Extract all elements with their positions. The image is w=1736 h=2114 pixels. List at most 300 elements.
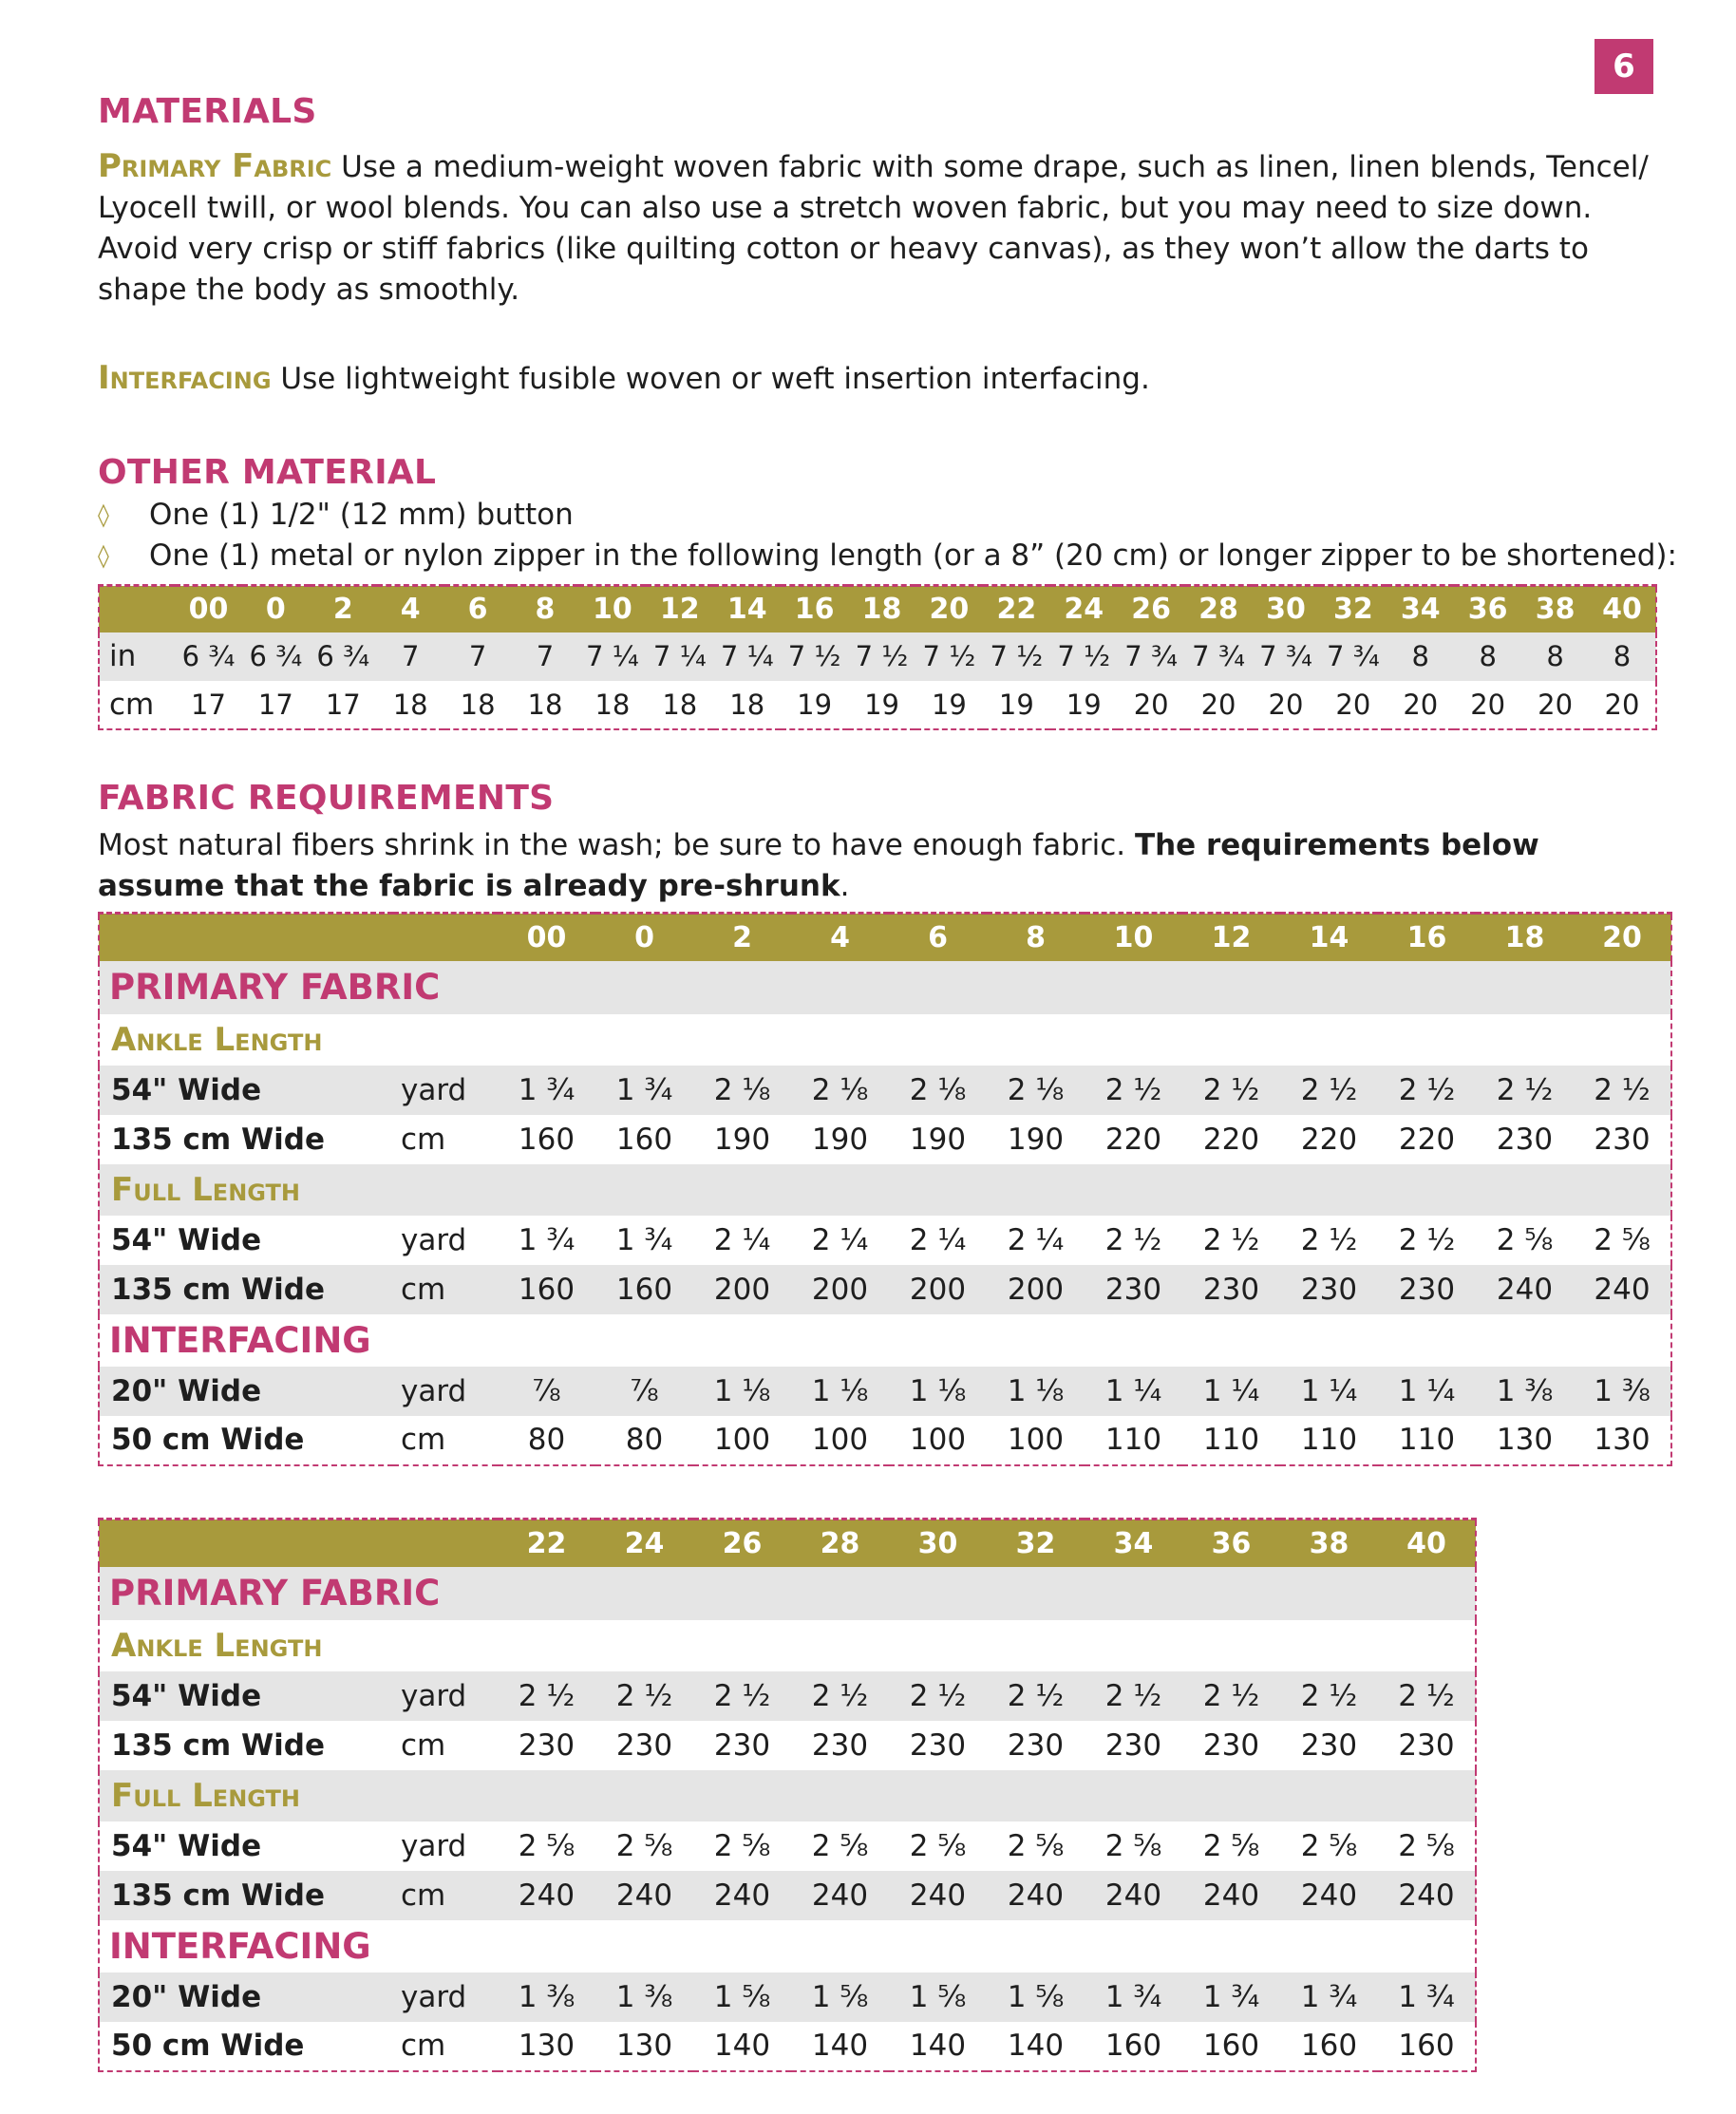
full-length-label: Full Length bbox=[111, 1776, 301, 1815]
size-header: 26 bbox=[1131, 593, 1172, 627]
zipper-inch-cell: 7 ½ bbox=[787, 640, 841, 672]
value-cell: 1 ¾ bbox=[1300, 1979, 1358, 2014]
value-cell: 2 ½ bbox=[1202, 1678, 1260, 1713]
value-cell: 1 ⅜ bbox=[518, 1979, 576, 2014]
value-cell: 1 ¾ bbox=[1104, 1979, 1162, 2014]
value-cell: 1 ⅝ bbox=[811, 1979, 869, 2014]
zipper-cm-cell: 19 bbox=[864, 688, 899, 721]
value-cell: 2 ⅛ bbox=[909, 1072, 967, 1107]
zipper-cm-cell: 20 bbox=[1604, 688, 1640, 721]
zipper-inch-cell: 7 ¼ bbox=[652, 640, 707, 672]
value-cell: 2 ½ bbox=[1104, 1072, 1162, 1107]
size-header: 14 bbox=[1309, 920, 1349, 954]
value-cell: 100 bbox=[811, 1423, 869, 1457]
value-cell: 230 bbox=[1202, 1727, 1260, 1763]
value-cell: 1 ¼ bbox=[1398, 1373, 1456, 1408]
full-cm-row bbox=[99, 1871, 1476, 1920]
ankle-yard-row bbox=[99, 1671, 1476, 1721]
other-material-heading: OTHER MATERIAL bbox=[98, 453, 437, 492]
ankle-yard-row bbox=[99, 1066, 1671, 1115]
value-cell: 230 bbox=[1594, 1122, 1651, 1157]
unit-label: yard bbox=[401, 1678, 467, 1713]
row-label: 20" Wide bbox=[111, 1979, 262, 2014]
size-header-row bbox=[99, 914, 1671, 961]
ankle-length-label-row bbox=[99, 1620, 1476, 1671]
row-label: 54" Wide bbox=[111, 1678, 262, 1713]
primary-fabric-label-row bbox=[99, 1567, 1476, 1620]
value-cell: 190 bbox=[713, 1122, 771, 1157]
unit-label: cm bbox=[401, 1272, 446, 1307]
zipper-inch-cell: 7 ½ bbox=[1057, 640, 1111, 672]
ankle-cm-row bbox=[99, 1115, 1671, 1164]
size-header: 8 bbox=[535, 593, 556, 627]
row-label: 20" Wide bbox=[111, 1373, 262, 1408]
row-label: 54" Wide bbox=[111, 1828, 262, 1863]
zipper-cm-cell: 18 bbox=[392, 688, 428, 721]
value-cell: 200 bbox=[713, 1272, 771, 1307]
size-header: 4 bbox=[400, 593, 421, 627]
value-cell: 2 ⅝ bbox=[1007, 1828, 1065, 1863]
zipper-inch-cell: 7 ¼ bbox=[586, 640, 639, 672]
full-cm-row bbox=[99, 1265, 1671, 1314]
zipper-cm-cell: 18 bbox=[662, 688, 698, 721]
value-cell: 190 bbox=[1007, 1122, 1065, 1157]
value-cell: 2 ⅝ bbox=[1202, 1828, 1260, 1863]
row-label: 135 cm Wide bbox=[111, 1878, 326, 1913]
size-header: 16 bbox=[794, 593, 835, 627]
size-header: 12 bbox=[1211, 920, 1252, 954]
value-cell: 160 bbox=[1202, 2029, 1260, 2063]
value-cell: 2 ⅝ bbox=[1398, 1828, 1455, 1863]
interfacing-cm-row bbox=[99, 1416, 1671, 1465]
full-length-label: Full Length bbox=[111, 1170, 301, 1209]
primary-fabric-label: PRIMARY FABRIC bbox=[109, 967, 441, 1008]
unit-label: yard bbox=[401, 1222, 467, 1257]
size-header: 22 bbox=[526, 1526, 567, 1560]
zipper-inch-cell: 6 ¾ bbox=[249, 640, 303, 672]
zipper-cm-cell: 19 bbox=[1066, 688, 1102, 721]
value-cell: 1 ⅜ bbox=[1496, 1373, 1554, 1408]
zipper-inch-cell: 7 ¾ bbox=[1326, 640, 1380, 672]
value-cell: 240 bbox=[1202, 1878, 1260, 1913]
value-cell: 2 ½ bbox=[1398, 1222, 1456, 1257]
zipper-cm-cell: 20 bbox=[1200, 688, 1236, 721]
value-cell: 1 ¾ bbox=[615, 1072, 673, 1107]
value-cell: 220 bbox=[1104, 1122, 1162, 1157]
value-cell: 130 bbox=[615, 2029, 673, 2063]
value-cell: 1 ⅛ bbox=[811, 1373, 869, 1408]
value-cell: 200 bbox=[811, 1272, 869, 1307]
value-cell: 240 bbox=[713, 1878, 771, 1913]
value-cell: 200 bbox=[909, 1272, 967, 1307]
value-cell: 2 ½ bbox=[1594, 1072, 1651, 1107]
size-header: 20 bbox=[1602, 920, 1642, 954]
value-cell: 2 ½ bbox=[518, 1678, 576, 1713]
size-header: 40 bbox=[1406, 1526, 1446, 1560]
row-label: 135 cm Wide bbox=[111, 1272, 326, 1307]
ankle-cm-row bbox=[99, 1721, 1476, 1770]
row-label: 54" Wide bbox=[111, 1072, 262, 1107]
size-header: 8 bbox=[1026, 920, 1046, 954]
size-header: 2 bbox=[732, 920, 752, 954]
value-cell: 2 ⅝ bbox=[1496, 1222, 1554, 1257]
size-header: 22 bbox=[996, 593, 1037, 627]
value-cell: 140 bbox=[909, 2029, 967, 2063]
ankle-length-label: Ankle Length bbox=[111, 1020, 323, 1059]
value-cell: 160 bbox=[518, 1272, 576, 1307]
value-cell: 1 ⅝ bbox=[713, 1979, 771, 2014]
size-header: 30 bbox=[1266, 593, 1306, 627]
zipper-cm-cell: 20 bbox=[1403, 688, 1439, 721]
value-cell: 190 bbox=[909, 1122, 967, 1157]
unit-label: yard bbox=[401, 1373, 467, 1408]
size-header: 36 bbox=[1467, 593, 1508, 627]
value-cell: 100 bbox=[1007, 1423, 1065, 1457]
value-cell: 200 bbox=[1007, 1272, 1065, 1307]
zipper-size-header bbox=[99, 586, 1656, 632]
value-cell: 2 ¼ bbox=[1007, 1222, 1065, 1257]
size-header: 38 bbox=[1309, 1526, 1349, 1560]
fabric-table-sizes-00-20 bbox=[98, 912, 1672, 1466]
value-cell: 2 ½ bbox=[1496, 1072, 1554, 1107]
zipper-inch-cell: 6 ¾ bbox=[316, 640, 370, 672]
value-cell: 1 ⅜ bbox=[1594, 1373, 1651, 1408]
value-cell: 1 ⅜ bbox=[615, 1979, 673, 2014]
diamond-bullet-icon: ◊ bbox=[98, 542, 109, 569]
fabric-intro-text: Most natural fibers shrink in the wash; be sure to have enough fabric. bbox=[98, 828, 1135, 862]
size-header: 6 bbox=[928, 920, 948, 954]
value-cell: 100 bbox=[713, 1423, 771, 1457]
value-cell: 2 ½ bbox=[1104, 1222, 1162, 1257]
zipper-cm-cell: 19 bbox=[931, 688, 967, 721]
zipper-inch-cell: 7 ¼ bbox=[720, 640, 774, 672]
value-cell: 240 bbox=[1007, 1878, 1065, 1913]
value-cell: ⅞ bbox=[532, 1373, 561, 1408]
fabric-intro-end: . bbox=[840, 869, 850, 903]
value-cell: 230 bbox=[811, 1727, 869, 1763]
diamond-bullet-icon: ◊ bbox=[98, 501, 109, 528]
value-cell: 2 ⅛ bbox=[713, 1072, 771, 1107]
unit-label: cm bbox=[401, 1878, 446, 1913]
value-cell: 130 bbox=[518, 2029, 576, 2063]
value-cell: 230 bbox=[1398, 1272, 1456, 1307]
size-header: 4 bbox=[830, 920, 850, 954]
value-cell: 230 bbox=[713, 1727, 771, 1763]
value-cell: 160 bbox=[1398, 2029, 1455, 2063]
value-cell: 1 ¾ bbox=[1202, 1979, 1260, 2014]
size-header: 10 bbox=[593, 593, 632, 627]
size-header: 0 bbox=[265, 593, 286, 627]
zipper-inch-cell: 8 bbox=[1411, 640, 1429, 672]
value-cell: 230 bbox=[909, 1727, 967, 1763]
size-header: 18 bbox=[861, 593, 902, 627]
size-header: 28 bbox=[1198, 593, 1238, 627]
value-cell: 2 ½ bbox=[1300, 1222, 1358, 1257]
zipper-cm-cell: 17 bbox=[257, 688, 293, 721]
zipper-cm-cell: 20 bbox=[1335, 688, 1371, 721]
value-cell: 240 bbox=[1104, 1878, 1162, 1913]
value-cell: 230 bbox=[1007, 1727, 1065, 1763]
header-corner bbox=[99, 586, 175, 632]
ankle-length-label-row bbox=[99, 1014, 1671, 1066]
size-header: 10 bbox=[1113, 920, 1154, 954]
value-cell: 2 ⅝ bbox=[615, 1828, 673, 1863]
value-cell: 100 bbox=[909, 1423, 967, 1457]
value-cell: 220 bbox=[1398, 1122, 1456, 1157]
zipper-inch-cell: 7 ½ bbox=[990, 640, 1044, 672]
value-cell: 1 ¼ bbox=[1300, 1373, 1358, 1408]
unit-label: yard bbox=[401, 1072, 467, 1107]
unit-label: cm bbox=[401, 1122, 446, 1157]
value-cell: 230 bbox=[1496, 1122, 1554, 1157]
value-cell: 240 bbox=[811, 1878, 869, 1913]
size-header: 36 bbox=[1211, 1526, 1252, 1560]
list-item bbox=[98, 536, 1677, 576]
value-cell: 2 ¼ bbox=[909, 1222, 967, 1257]
value-cell: 2 ¼ bbox=[713, 1222, 771, 1257]
other-material-list bbox=[98, 495, 1677, 576]
value-cell: 1 ¾ bbox=[1398, 1979, 1455, 2014]
value-cell: 160 bbox=[615, 1272, 673, 1307]
zipper-inch-cell: 8 bbox=[1479, 640, 1497, 672]
value-cell: 1 ¼ bbox=[1202, 1373, 1260, 1408]
interfacing-yard-row bbox=[99, 1972, 1476, 2022]
zipper-cm-cell: 18 bbox=[460, 688, 496, 721]
zipper-cm-row bbox=[99, 681, 1656, 729]
interfacing-label: INTERFACING bbox=[109, 1925, 371, 1967]
primary-fabric-label-row bbox=[99, 961, 1671, 1014]
unit-label: cm bbox=[401, 2029, 446, 2063]
zipper-cm-cell: 18 bbox=[527, 688, 563, 721]
ankle-length-label: Ankle Length bbox=[111, 1626, 323, 1665]
value-cell: 230 bbox=[1398, 1727, 1455, 1763]
value-cell: 2 ½ bbox=[1398, 1678, 1455, 1713]
interfacing-label-row bbox=[99, 1314, 1671, 1367]
fabric-intro bbox=[98, 825, 1655, 907]
value-cell: 160 bbox=[1300, 2029, 1358, 2063]
value-cell: 240 bbox=[1496, 1272, 1554, 1307]
value-cell: 140 bbox=[811, 2029, 869, 2063]
value-cell: 160 bbox=[1104, 2029, 1162, 2063]
zipper-inch-cell: 8 bbox=[1546, 640, 1564, 672]
primary-fabric-text: Use a medium-weight woven fabric with some drape, such as linen, linen blends, Tencel/ Lyocell twill, or wool blends. You can also use a stretch woven fabric, but you may need to size down. Avoid very crisp or stiff fabrics (like quilting cotton or heavy canvas), as they won’t allow the darts to shape the body as smoothly. bbox=[98, 150, 1649, 307]
zipper-inch-row bbox=[99, 632, 1656, 681]
unit-cm: cm bbox=[109, 687, 155, 722]
header-corner bbox=[99, 914, 498, 961]
row-label: 135 cm Wide bbox=[111, 1727, 326, 1763]
interfacing-yard-row bbox=[99, 1367, 1671, 1416]
size-header: 20 bbox=[929, 593, 970, 627]
header-corner bbox=[99, 1519, 498, 1567]
zipper-length-table bbox=[98, 584, 1657, 730]
interfacing-text: Use lightweight fusible woven or weft insertion interfacing. bbox=[271, 362, 1150, 396]
value-cell: 230 bbox=[1300, 1727, 1358, 1763]
zipper-inch-cell: 8 bbox=[1613, 640, 1632, 672]
zipper-inch-cell: 7 bbox=[401, 640, 420, 672]
value-cell: 1 ⅛ bbox=[1007, 1373, 1065, 1408]
value-cell: 2 ⅝ bbox=[713, 1828, 771, 1863]
value-cell: 140 bbox=[1007, 2029, 1065, 2063]
fabric-table-sizes-22-40 bbox=[98, 1518, 1477, 2072]
value-cell: 2 ½ bbox=[1398, 1072, 1456, 1107]
value-cell: 160 bbox=[518, 1122, 576, 1157]
size-header: 0 bbox=[634, 920, 654, 954]
zipper-inch-cell: 6 ¾ bbox=[181, 640, 236, 672]
interfacing-label: INTERFACING bbox=[109, 1319, 371, 1361]
value-cell: 80 bbox=[625, 1423, 664, 1457]
value-cell: 240 bbox=[1300, 1878, 1358, 1913]
value-cell: 1 ⅝ bbox=[909, 1979, 967, 2014]
value-cell: 240 bbox=[1594, 1272, 1651, 1307]
zipper-inch-cell: 7 bbox=[468, 640, 487, 672]
list-item bbox=[98, 495, 1677, 536]
zipper-cm-cell: 18 bbox=[594, 688, 631, 721]
button-item-text: One (1) 1/2" (12 mm) button bbox=[149, 498, 574, 532]
full-yard-row bbox=[99, 1821, 1476, 1871]
value-cell: 1 ¾ bbox=[518, 1072, 576, 1107]
size-header: 14 bbox=[726, 593, 767, 627]
size-header: 12 bbox=[659, 593, 700, 627]
size-header: 38 bbox=[1535, 593, 1576, 627]
zipper-cm-cell: 20 bbox=[1133, 688, 1169, 721]
unit-label: cm bbox=[401, 1727, 446, 1763]
value-cell: 110 bbox=[1202, 1423, 1260, 1457]
unit-in: in bbox=[109, 639, 137, 673]
value-cell: 2 ⅝ bbox=[811, 1828, 869, 1863]
value-cell: 240 bbox=[615, 1878, 673, 1913]
value-cell: 2 ⅝ bbox=[1300, 1828, 1358, 1863]
value-cell: 1 ⅛ bbox=[713, 1373, 771, 1408]
zipper-cm-cell: 17 bbox=[191, 688, 226, 721]
value-cell: 230 bbox=[1104, 1272, 1162, 1307]
size-header: 32 bbox=[1015, 1526, 1056, 1560]
full-yard-row bbox=[99, 1216, 1671, 1265]
value-cell: 2 ⅝ bbox=[1104, 1828, 1162, 1863]
zipper-inch-cell: 7 ¾ bbox=[1124, 640, 1179, 672]
zipper-cm-cell: 20 bbox=[1268, 688, 1304, 721]
full-length-label-row bbox=[99, 1770, 1476, 1821]
value-cell: 2 ½ bbox=[1300, 1072, 1358, 1107]
interfacing-paragraph bbox=[98, 358, 1655, 400]
materials-heading: MATERIALS bbox=[98, 92, 317, 131]
primary-fabric-paragraph bbox=[98, 146, 1655, 311]
zipper-cm-cell: 19 bbox=[998, 688, 1034, 721]
value-cell: 240 bbox=[518, 1878, 576, 1913]
zipper-inch-cell: 7 ½ bbox=[855, 640, 909, 672]
size-header: 16 bbox=[1406, 920, 1447, 954]
interfacing-label-row bbox=[99, 1920, 1476, 1972]
unit-label: yard bbox=[401, 1828, 467, 1863]
value-cell: 1 ¼ bbox=[1104, 1373, 1162, 1408]
size-header: 24 bbox=[1064, 593, 1104, 627]
value-cell: 240 bbox=[909, 1878, 967, 1913]
value-cell: 2 ½ bbox=[811, 1678, 869, 1713]
size-header: 32 bbox=[1332, 593, 1373, 627]
row-label: 54" Wide bbox=[111, 1222, 262, 1257]
value-cell: 130 bbox=[1496, 1423, 1554, 1457]
zipper-cm-cell: 17 bbox=[325, 688, 361, 721]
value-cell: 230 bbox=[1202, 1272, 1260, 1307]
zipper-inch-cell: 7 ½ bbox=[922, 640, 976, 672]
value-cell: 2 ½ bbox=[1007, 1678, 1065, 1713]
size-header: 40 bbox=[1602, 593, 1642, 627]
value-cell: 160 bbox=[615, 1122, 673, 1157]
value-cell: 2 ⅝ bbox=[1594, 1222, 1651, 1257]
interfacing-cm-row bbox=[99, 2022, 1476, 2071]
page-number: 6 bbox=[1594, 39, 1653, 94]
row-label: 50 cm Wide bbox=[111, 2029, 305, 2063]
unit-label: cm bbox=[401, 1423, 446, 1457]
full-length-label-row bbox=[99, 1164, 1671, 1216]
size-header: 00 bbox=[526, 920, 567, 954]
zipper-cm-cell: 20 bbox=[1470, 688, 1506, 721]
zipper-inch-cell: 7 bbox=[536, 640, 555, 672]
value-cell: 2 ½ bbox=[615, 1678, 673, 1713]
value-cell: 2 ⅝ bbox=[518, 1828, 576, 1863]
value-cell: 220 bbox=[1202, 1122, 1260, 1157]
value-cell: 2 ½ bbox=[1104, 1678, 1162, 1713]
value-cell: 2 ½ bbox=[713, 1678, 771, 1713]
value-cell: 2 ½ bbox=[1202, 1222, 1260, 1257]
size-header: 34 bbox=[1400, 593, 1441, 627]
value-cell: 2 ⅛ bbox=[1007, 1072, 1065, 1107]
value-cell: 2 ½ bbox=[1300, 1678, 1358, 1713]
value-cell: 1 ⅝ bbox=[1007, 1979, 1065, 2014]
fabric-intro-bold: The requirements below assume that the fabric is already pre-shrunk bbox=[98, 828, 1539, 903]
size-header: 2 bbox=[332, 593, 353, 627]
value-cell: 110 bbox=[1104, 1423, 1162, 1457]
interfacing-lead: Interfacing bbox=[98, 359, 272, 397]
value-cell: ⅞ bbox=[630, 1373, 659, 1408]
row-label: 50 cm Wide bbox=[111, 1423, 305, 1457]
zipper-inch-cell: 7 ¾ bbox=[1259, 640, 1312, 672]
row-label: 135 cm Wide bbox=[111, 1122, 326, 1157]
unit-label: yard bbox=[401, 1979, 467, 2014]
size-header: 26 bbox=[722, 1526, 763, 1560]
size-header: 24 bbox=[624, 1526, 665, 1560]
value-cell: 230 bbox=[615, 1727, 673, 1763]
size-header: 28 bbox=[820, 1526, 860, 1560]
size-header: 00 bbox=[188, 593, 229, 627]
size-header-row bbox=[99, 1519, 1476, 1567]
zipper-inch-cell: 7 ¾ bbox=[1192, 640, 1245, 672]
value-cell: 190 bbox=[811, 1122, 869, 1157]
size-header: 18 bbox=[1504, 920, 1545, 954]
zipper-item-text: One (1) metal or nylon zipper in the following length (or a 8” (20 cm) or longer zipper to be shortened): bbox=[149, 538, 1677, 573]
value-cell: 1 ¾ bbox=[615, 1222, 673, 1257]
value-cell: 2 ½ bbox=[909, 1678, 967, 1713]
value-cell: 140 bbox=[713, 2029, 771, 2063]
size-header: 30 bbox=[917, 1526, 958, 1560]
value-cell: 230 bbox=[1300, 1272, 1358, 1307]
size-header: 6 bbox=[467, 593, 488, 627]
zipper-cm-cell: 19 bbox=[797, 688, 833, 721]
zipper-cm-cell: 20 bbox=[1538, 688, 1574, 721]
zipper-cm-cell: 18 bbox=[729, 688, 765, 721]
value-cell: 2 ⅛ bbox=[811, 1072, 869, 1107]
value-cell: 130 bbox=[1594, 1423, 1651, 1457]
value-cell: 110 bbox=[1300, 1423, 1358, 1457]
value-cell: 220 bbox=[1300, 1122, 1358, 1157]
value-cell: 230 bbox=[518, 1727, 576, 1763]
fabric-requirements-heading: FABRIC REQUIREMENTS bbox=[98, 779, 555, 818]
value-cell: 80 bbox=[527, 1423, 566, 1457]
primary-fabric-label: PRIMARY FABRIC bbox=[109, 1573, 441, 1614]
value-cell: 2 ⅝ bbox=[909, 1828, 967, 1863]
value-cell: 2 ¼ bbox=[811, 1222, 869, 1257]
value-cell: 1 ¾ bbox=[518, 1222, 576, 1257]
value-cell: 230 bbox=[1104, 1727, 1162, 1763]
